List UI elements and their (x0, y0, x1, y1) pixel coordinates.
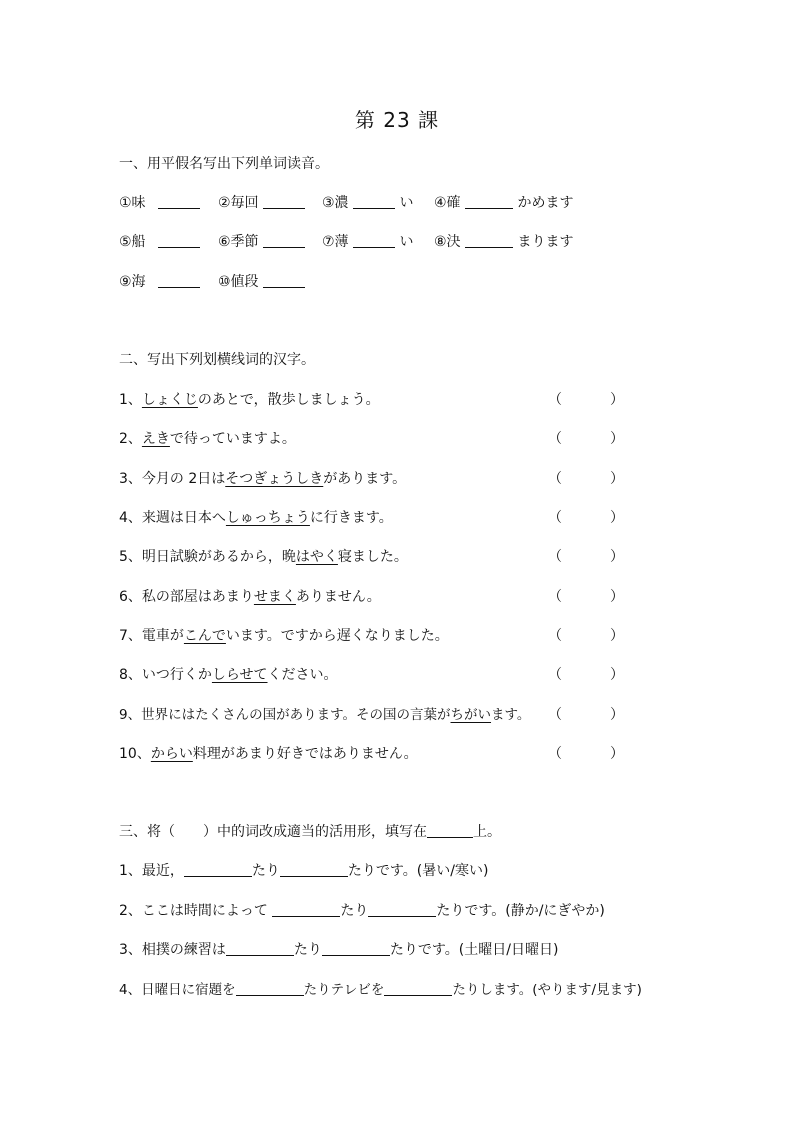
question-text: 3、今月の 2日は (119, 471, 226, 487)
underlined-word: えき (141, 431, 170, 447)
answer-blank[interactable] (236, 981, 304, 996)
open-paren: （ (548, 471, 562, 487)
vocab-label: ⑤船 (119, 234, 146, 250)
underlined-word: そつぎょうしき (225, 471, 324, 487)
question-text: があります。 (323, 471, 407, 487)
question-line (119, 390, 380, 410)
vocab-item (119, 193, 200, 213)
okurigana: い (399, 234, 414, 250)
vocab-item (322, 193, 413, 213)
underlined-word: からい (150, 746, 193, 762)
open-paren: （ (548, 628, 562, 644)
underlined-word: しらせて (211, 667, 268, 683)
open-paren: （ (548, 392, 562, 408)
answer-blank[interactable] (184, 862, 252, 877)
question-line (119, 626, 449, 646)
exercise-text: たりします。(やります/見ます) (452, 982, 642, 998)
section1-heading: 一、用平假名写出下列单词读音。 (119, 156, 329, 172)
close-paren: ） (610, 549, 624, 565)
open-paren: （ (548, 549, 562, 565)
question-line (119, 587, 381, 607)
open-paren: （ (548, 746, 562, 762)
answer-blank[interactable] (353, 194, 395, 209)
vocab-item (218, 193, 305, 213)
vocab-label: ⑨海 (119, 274, 146, 290)
open-paren: （ (548, 589, 562, 605)
okurigana: まります (517, 234, 574, 250)
exercise-line (119, 861, 488, 881)
question-text: ください。 (267, 667, 338, 683)
exercise-text: たり (251, 863, 280, 879)
vocab-item (119, 232, 200, 252)
open-paren: （ (548, 707, 562, 723)
underlined-word: はやく (295, 549, 338, 565)
exercise-text: 4、日曜日に宿題を (119, 982, 236, 998)
answer-blank[interactable] (226, 941, 294, 956)
question-text: で待っていますよ。 (169, 431, 296, 447)
answer-blank[interactable] (263, 273, 305, 288)
close-paren: ） (610, 589, 624, 605)
question-text: 5、明日試験があるから，晩 (119, 549, 296, 565)
exercise-line (119, 980, 642, 1000)
underlined-word: こんで (183, 628, 226, 644)
close-paren: ） (610, 431, 624, 447)
vocab-label: ③濃 (322, 195, 349, 211)
exercise-text: 3、相撲の練習は (119, 942, 226, 958)
answer-blank[interactable] (158, 194, 200, 209)
answer-blank[interactable] (158, 273, 200, 288)
answer-blank[interactable] (384, 981, 452, 996)
close-paren: ） (610, 392, 624, 408)
heading-text: 上。 (473, 824, 501, 840)
question-line (119, 547, 408, 567)
answer-blank[interactable] (368, 902, 436, 917)
question-text: 料理があまり好きではありません。 (192, 746, 418, 762)
question-text: 寝ました。 (337, 549, 408, 565)
exercise-text: たりです。(暑い/寒い) (347, 863, 489, 879)
exercise-text: 2、ここは時間によって (119, 903, 273, 919)
exercise-text: たり (293, 942, 322, 958)
question-text: ありません。 (295, 589, 381, 605)
okurigana: い (399, 195, 414, 211)
question-line (119, 469, 406, 489)
heading-blank (427, 823, 473, 838)
underlined-word: しゅっちょう (225, 510, 310, 526)
answer-blank[interactable] (272, 902, 340, 917)
underlined-word: しょくじ (141, 392, 198, 408)
answer-blank[interactable] (158, 233, 200, 248)
answer-blank[interactable] (322, 941, 390, 956)
question-text: 2、 (119, 431, 142, 447)
open-paren: （ (548, 510, 562, 526)
answer-blank[interactable] (263, 194, 305, 209)
question-line (119, 665, 338, 685)
underlined-word: せまく (253, 589, 296, 605)
question-text: 8、いつ行くか (119, 667, 212, 683)
vocab-item (218, 232, 305, 252)
section2-heading: 二、写出下列划横线词的汉字。 (119, 352, 315, 368)
exercise-text: たりです。(土曜日/日曜日) (389, 942, 559, 958)
close-paren: ） (610, 510, 624, 526)
close-paren: ） (610, 746, 624, 762)
question-text: 10、 (119, 746, 151, 762)
close-paren: ） (610, 667, 624, 683)
answer-blank[interactable] (263, 233, 305, 248)
question-text: ます。 (491, 707, 531, 723)
vocab-item (434, 232, 573, 252)
question-line (119, 508, 393, 528)
question-text: のあとで，散歩しましょう。 (197, 392, 380, 408)
question-text: 4、来週は日本へ (119, 510, 226, 526)
exercise-text: たりテレビを (303, 982, 385, 998)
vocab-item (119, 272, 200, 292)
exercise-text: たり (340, 903, 369, 919)
question-line (119, 705, 530, 725)
vocab-item (434, 193, 573, 213)
answer-blank[interactable] (353, 233, 395, 248)
open-paren: （ (548, 431, 562, 447)
answer-blank[interactable] (465, 233, 513, 248)
vocab-label: ⑧決 (434, 234, 461, 250)
question-line (119, 744, 418, 764)
exercise-line (119, 940, 558, 960)
okurigana: かめます (517, 195, 574, 211)
section3-heading (119, 822, 501, 842)
vocab-label: ⑩値段 (218, 274, 259, 290)
exercise-text: たりです。(静か/にぎやか) (436, 903, 605, 919)
open-paren: （ (548, 667, 562, 683)
question-text: 6、私の部屋はあまり (119, 589, 254, 605)
answer-blank[interactable] (465, 194, 513, 209)
vocab-item (218, 272, 305, 292)
vocab-label: ②毎回 (218, 195, 259, 211)
close-paren: ） (610, 707, 624, 723)
question-text: に行きます。 (309, 510, 393, 526)
question-line (119, 429, 296, 449)
question-text: 1、 (119, 392, 142, 408)
vocab-label: ①味 (119, 195, 146, 211)
exercise-text: 1、最近， (119, 863, 184, 879)
close-paren: ） (610, 628, 624, 644)
question-text: います。ですから遅くなりました。 (225, 628, 449, 644)
underlined-word: ちがい (450, 707, 492, 723)
question-text: 7、電車が (119, 628, 184, 644)
vocab-item (322, 232, 413, 252)
page-title: 第 23 課 (354, 108, 440, 132)
vocab-label: ⑦薄 (322, 234, 349, 250)
close-paren: ） (610, 471, 624, 487)
vocab-label: ⑥季節 (218, 234, 259, 250)
heading-text: 三、将（ ）中的词改成適当的活用形，填写在 (119, 824, 427, 840)
vocab-label: ④確 (434, 195, 461, 211)
answer-blank[interactable] (280, 862, 348, 877)
question-text: 9、世界にはたくさんの国があります。その国の言葉が (119, 707, 451, 723)
exercise-line (119, 901, 605, 921)
